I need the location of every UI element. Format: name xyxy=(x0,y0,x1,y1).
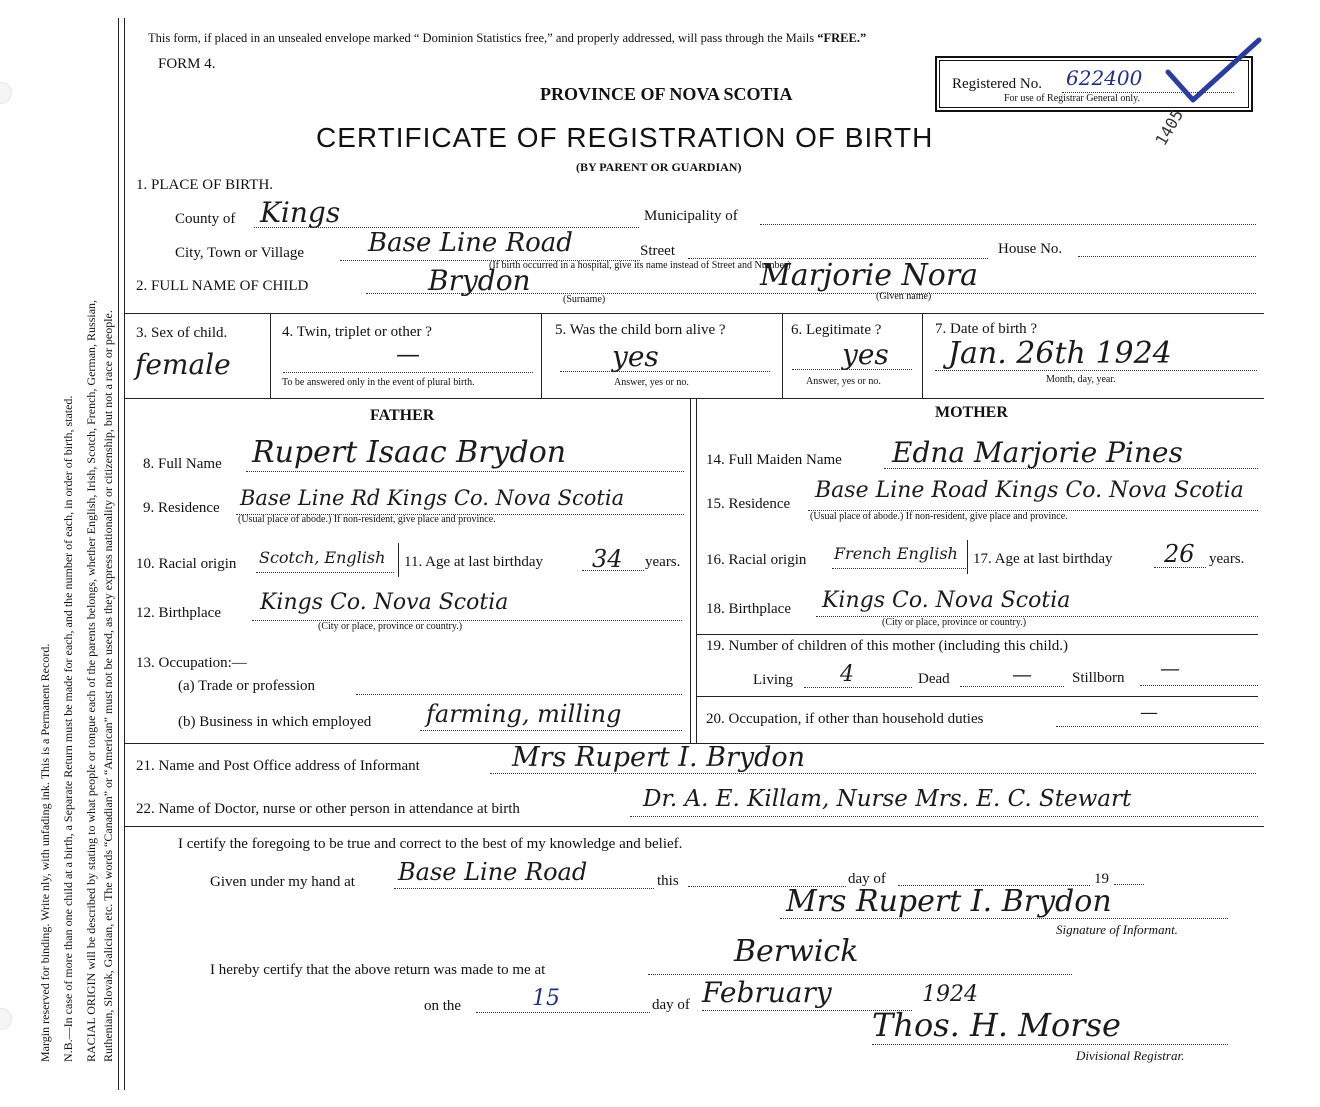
parents-divider-1 xyxy=(690,398,691,743)
registrar-signature-label: Divisional Registrar. xyxy=(1076,1048,1185,1063)
mother-living-label: Living xyxy=(753,672,793,688)
mother-race-line xyxy=(832,568,966,569)
sex-value: female xyxy=(135,348,231,381)
child-name-line xyxy=(366,293,1256,294)
dob-value: Jan. 26th 1924 xyxy=(948,336,1172,371)
mother-age-value: 26 xyxy=(1164,540,1195,568)
surname-note: (Surname) xyxy=(563,294,606,305)
father-age-value: 34 xyxy=(592,545,623,573)
given-under-label: Given under my hand at xyxy=(210,874,355,890)
form-left-border-inner xyxy=(124,18,125,1090)
punch-hole-top xyxy=(0,82,12,104)
year-19-line xyxy=(1114,884,1144,885)
twin-line xyxy=(283,372,533,373)
registrar-day-value: 15 xyxy=(532,986,560,1011)
house-label: House No. xyxy=(998,241,1063,257)
punch-hole-bottom xyxy=(0,1008,12,1030)
registrar-month-value: February xyxy=(702,976,832,1009)
house-line xyxy=(1078,256,1256,257)
mother-dead-value: — xyxy=(1012,662,1032,686)
doctor-value: Dr. A. E. Killam, Nurse Mrs. E. C. Stewart xyxy=(643,786,1132,812)
mother-dead-line xyxy=(960,686,1064,687)
parents-divider-2 xyxy=(696,398,697,743)
father-trade-label: (a) Trade or profession xyxy=(178,678,316,694)
mother-birthplace-value: Kings Co. Nova Scotia xyxy=(822,588,1071,613)
informant-signature-label: Signature of Informant. xyxy=(1056,922,1178,937)
mother-children-top-border xyxy=(696,634,1258,635)
father-name-line xyxy=(246,471,684,472)
child-name-label: 2. FULL NAME OF CHILD xyxy=(136,278,309,294)
row3-divider-4 xyxy=(922,313,923,398)
margin-racial-origin-note-2: Ruthenian, Slovak, Galician, etc. The words “Canadian” or “American” must not be used, as they express nationality or citizenship, but not a race or people. xyxy=(101,310,115,1062)
mother-race-label: 16. Racial origin xyxy=(706,552,807,568)
informant-signature: Mrs Rupert I. Brydon xyxy=(786,884,1112,919)
row3-divider-2 xyxy=(541,313,542,398)
registrar-statement: I hereby certify that the above return was made to me at xyxy=(210,962,546,978)
mother-name-value: Edna Marjorie Pines xyxy=(892,436,1183,469)
dob-label: 7. Date of birth ? xyxy=(935,321,1038,337)
mother-stillborn-label: Stillborn xyxy=(1072,670,1125,686)
certificate-title: CERTIFICATE OF REGISTRATION OF BIRTH xyxy=(316,122,934,153)
informant-value: Mrs Rupert I. Brydon xyxy=(512,742,806,773)
registrar-signature-line xyxy=(872,1044,1228,1045)
alive-value: yes xyxy=(612,340,659,373)
father-age-line xyxy=(582,570,644,571)
this-label: this xyxy=(657,873,679,889)
sex-label: 3. Sex of child. xyxy=(136,325,228,341)
county-value: Kings xyxy=(260,196,341,229)
mother-age-unit: years. xyxy=(1209,551,1245,567)
father-birthplace-line xyxy=(252,620,682,621)
registrar-year-value: 1924 xyxy=(922,982,978,1007)
mail-note: This form, if placed in an unsealed envelope marked “ Dominion Statistics free,” and properly addressed, will pass through the Mails “FREE.” xyxy=(148,31,867,45)
given-under-value: Base Line Road xyxy=(398,858,588,886)
mother-occupation-label: 20. Occupation, if other than household duties xyxy=(706,711,984,727)
doctor-line xyxy=(630,816,1258,817)
mother-stillborn-line xyxy=(1140,685,1258,686)
mother-living-line xyxy=(804,687,912,688)
father-residence-label: 9. Residence xyxy=(143,500,220,516)
informant-line xyxy=(490,773,1256,774)
mother-race-value: French English xyxy=(834,544,958,563)
father-birthplace-value: Kings Co. Nova Scotia xyxy=(260,590,509,615)
mother-occupation-top-border xyxy=(696,696,1258,697)
legitimate-note: Answer, yes or no. xyxy=(806,376,881,387)
registered-label: Registered No. xyxy=(952,76,1042,92)
registrar-day-line xyxy=(476,1012,650,1013)
father-residence-note: (Usual place of abode.) If non-resident, give place and province. xyxy=(238,514,496,525)
row3-divider-3 xyxy=(782,313,783,398)
county-label: County of xyxy=(175,211,236,227)
father-race-divider xyxy=(398,543,399,577)
father-age-unit: years. xyxy=(645,554,681,570)
mother-name-label: 14. Full Maiden Name xyxy=(706,452,842,468)
alive-label: 5. Was the child born alive ? xyxy=(555,322,726,338)
mother-heading: MOTHER xyxy=(935,404,1008,421)
registrar-use-note: For use of Registrar General only. xyxy=(1004,93,1140,104)
twin-note: To be answered only in the event of plural birth. xyxy=(282,377,475,388)
mother-occupation-line xyxy=(1056,726,1258,727)
father-business-label: (b) Business in which employed xyxy=(178,714,372,730)
mother-age-label: 17. Age at last birthday xyxy=(973,551,1113,567)
check-mark-icon xyxy=(1165,36,1265,108)
mother-stillborn-value: — xyxy=(1160,656,1180,680)
margin-multiple-birth-note: N.B.—In case of more than one child at a birth, a Separate Return must be made for each, and the number of each, in order of birth, stated. xyxy=(61,395,75,1062)
father-heading: FATHER xyxy=(370,407,435,424)
father-business-value: farming, milling xyxy=(426,700,622,728)
mother-birthplace-note: (City or place, province or country.) xyxy=(882,617,1027,628)
margin-racial-origin-note: RACIAL ORIGIN will be described by stating to what people or tongue each of the parents belongs, whether English, Irish, Scotch, French, German, Russian, xyxy=(84,299,98,1062)
mother-residence-value: Base Line Road Kings Co. Nova Scotia xyxy=(815,478,1244,503)
father-occupation-label: 13. Occupation:— xyxy=(136,655,247,671)
father-residence-value: Base Line Rd Kings Co. Nova Scotia xyxy=(240,486,625,510)
child-surname-value: Brydon xyxy=(428,264,531,297)
father-business-line xyxy=(420,730,682,731)
mother-residence-note: (Usual place of abode.) If non-resident, give place and province. xyxy=(810,511,1068,522)
father-name-value: Rupert Isaac Brydon xyxy=(252,435,567,470)
mother-living-value: 4 xyxy=(840,662,854,687)
row3-divider-1 xyxy=(270,313,271,398)
year-19-label: 19 xyxy=(1094,871,1109,887)
mother-residence-label: 15. Residence xyxy=(706,496,791,512)
street-label: Street xyxy=(640,243,675,259)
alive-line xyxy=(560,371,770,372)
certify-statement: I certify the foregoing to be true and correct to the best of my knowledge and belief. xyxy=(178,836,683,852)
row3-top-border xyxy=(124,313,1264,314)
father-race-value: Scotch, English xyxy=(259,548,386,567)
registrar-signature: Thos. H. Morse xyxy=(872,1006,1121,1044)
child-given-value: Marjorie Nora xyxy=(760,258,979,293)
mother-race-divider xyxy=(967,540,968,574)
father-trade-line xyxy=(356,694,682,695)
registered-number: 622400 xyxy=(1066,66,1143,90)
alive-note: Answer, yes or no. xyxy=(614,377,689,388)
twin-value: — xyxy=(396,340,420,368)
legitimate-label: 6. Legitimate ? xyxy=(791,322,882,338)
registrar-place-line xyxy=(648,974,1072,975)
municipality-line xyxy=(760,224,1256,225)
on-the-label: on the xyxy=(424,998,462,1014)
informant-signature-line xyxy=(780,918,1228,919)
day-of-label: day of xyxy=(848,871,886,887)
day-of-label-2: day of xyxy=(652,997,690,1013)
father-name-label: 8. Full Name xyxy=(143,456,222,472)
father-birthplace-note: (City or place, province or country.) xyxy=(318,621,463,632)
row3-bottom-border xyxy=(124,398,1264,399)
certify-top-border xyxy=(124,826,1264,827)
stamp-mark: 1405 xyxy=(1151,106,1188,149)
father-birthplace-label: 12. Birthplace xyxy=(136,605,221,621)
dob-line xyxy=(935,370,1257,371)
mother-birthplace-label: 18. Birthplace xyxy=(706,601,791,617)
mother-children-label: 19. Number of children of this mother (including this child.) xyxy=(706,638,1069,654)
municipality-label: Municipality of xyxy=(644,208,738,224)
informant-label: 21. Name and Post Office address of Informant xyxy=(136,758,420,774)
form-number: FORM 4. xyxy=(158,56,216,72)
city-value: Base Line Road xyxy=(368,228,573,258)
hospital-note: (If birth occurred in a hospital, give its name instead of Street and Number) xyxy=(489,260,791,271)
certificate-subtitle: (BY PARENT OR GUARDIAN) xyxy=(576,160,742,174)
father-age-label: 11. Age at last birthday xyxy=(404,554,543,570)
place-of-birth-heading: 1. PLACE OF BIRTH. xyxy=(136,177,274,193)
given-note: (Given name) xyxy=(876,291,932,302)
city-label: City, Town or Village xyxy=(175,245,305,261)
province-title: PROVINCE OF NOVA SCOTIA xyxy=(540,84,793,104)
legitimate-line xyxy=(792,369,912,370)
father-race-line xyxy=(256,572,394,573)
dob-note: Month, day, year. xyxy=(1046,374,1116,385)
registrar-place-value: Berwick xyxy=(734,934,859,969)
legitimate-value: yes xyxy=(842,338,889,371)
mother-age-line xyxy=(1154,567,1206,568)
form-left-border xyxy=(118,18,119,1090)
margin-binding-note: Margin reserved for binding. Write nly, with unfading ink. This is a Permanent Record. xyxy=(38,643,52,1062)
mother-dead-label: Dead xyxy=(918,671,950,687)
mother-name-line xyxy=(884,468,1258,469)
twin-label: 4. Twin, triplet or other ? xyxy=(282,324,432,340)
mother-occupation-value: — xyxy=(1140,702,1158,723)
father-race-label: 10. Racial origin xyxy=(136,556,237,572)
given-under-line xyxy=(394,888,654,889)
doctor-label: 22. Name of Doctor, nurse or other person in attendance at birth xyxy=(136,801,520,817)
